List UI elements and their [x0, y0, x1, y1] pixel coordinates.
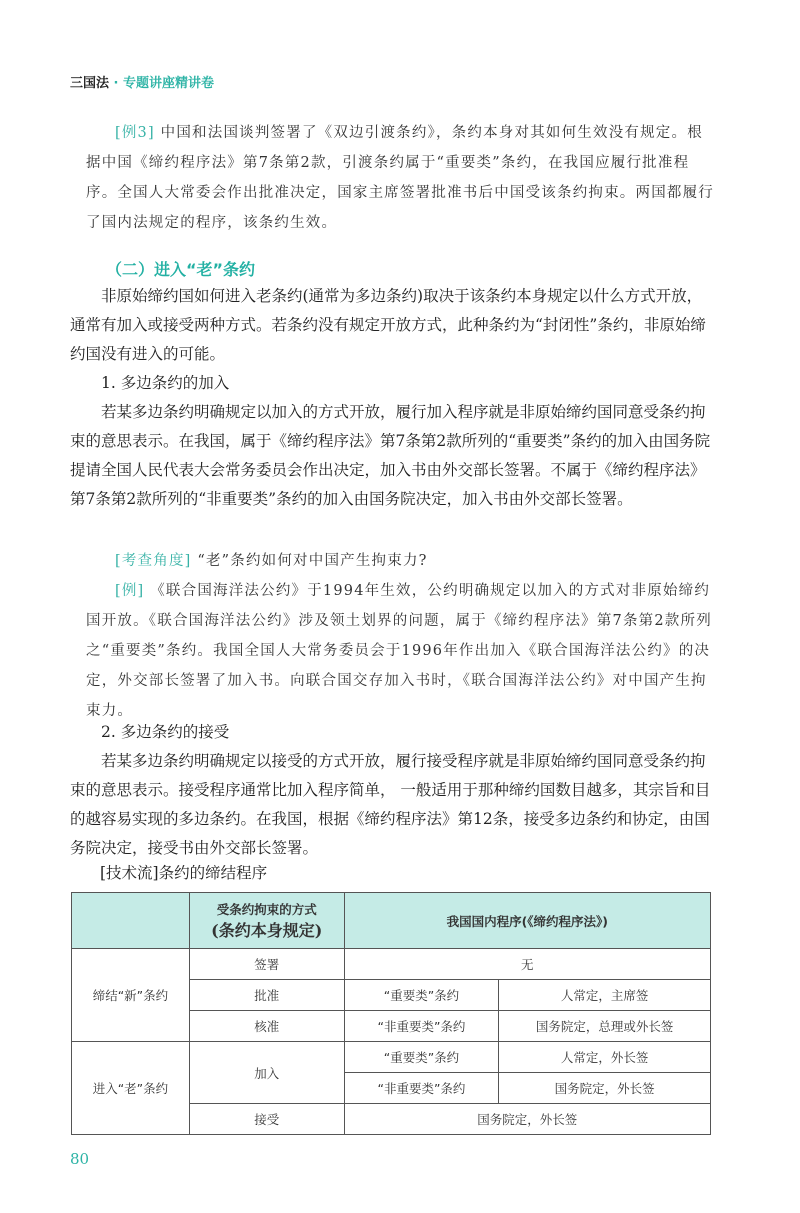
category-nonimportant: “非重要类”条约 [344, 1011, 499, 1042]
table-row [72, 949, 711, 980]
table-row [72, 1042, 711, 1073]
group-old-treaty: 进入“老”条约 [72, 1042, 190, 1135]
procedure-cell: 人常定，外长签 [499, 1042, 711, 1073]
method-sign: 签署 [189, 949, 344, 980]
subsection-2-text: 若某多边条约明确规定以接受的方式开放，履行接受程序就是非原始缔约国同意受条约拘束的意思表示。接受程序通常比加入程序简单， 一般适用于那种缔约国数目越多，其宗旨和目的越容易实现的多边条约。在我国，根据《缔约程序法》第12条，接受多边条约和协定，由国务院决定，接受书由外交部长签署。 [70, 752, 711, 857]
procedure-cell: 国务院定，外长签 [499, 1073, 711, 1104]
method-ratify: 批准 [189, 980, 344, 1011]
header-method-line1: 受条约拘束的方式 [216, 902, 317, 917]
category-important: “重要类”条约 [344, 980, 499, 1011]
section-heading: （二）进入“老”条约 [106, 260, 256, 279]
treaty-procedure-table [71, 892, 711, 1135]
table-header-row [72, 893, 711, 949]
method-accept: 接受 [189, 1104, 344, 1135]
exam-angle-box [86, 546, 714, 726]
exam-angle-text: “老”条约如何对中国产生拘束力? [197, 553, 428, 569]
example-3-text: 中国和法国谈判签署了《双边引渡条约》，条约本身对其如何生效没有规定。根据中国《缔约程序法》第7条第2款，引渡条约属于“重要类”条约，在我国应履行批准程序。全国人大常委会作出批准决定，国家主席签署批准书后中国受该条约拘束。两国都履行了国内法规定的程序，该条约生效。 [86, 125, 714, 231]
header-blank-cell [72, 893, 190, 949]
procedure-none: 无 [344, 949, 710, 980]
section-body-2 [70, 718, 716, 863]
section-intro: 非原始缔约国如何进入老条约(通常为多边条约)取决于该条约本身规定以什么方式开放，通常有加入或接受两种方式。若条约没有规定开放方式，此种条约为“封闭性”条约，非原始缔约国没有进入的可能。 [70, 287, 706, 363]
method-approve: 核准 [189, 1011, 344, 1042]
subsection-1-text: 若某多边条约明确规定以加入的方式开放，履行加入程序就是非原始缔约国同意受条约拘束的意思表示。在我国，属于《缔约程序法》第7条第2款所列的“重要类”条约的加入由国务院提请全国人民代表大会常务委员会作出决定，加入书由外交部长签署。不属于《缔约程序法》第7条第2款所列的“非重要类”条约的加入由国务院决定，加入书由外交部长签署。 [70, 403, 711, 508]
group-new-treaty: 缔结“新”条约 [72, 949, 190, 1042]
subsection-2-title: 2. 多边条约的接受 [101, 723, 230, 741]
procedure-cell: 国务院定，外长签 [344, 1104, 710, 1135]
header-method-cell [189, 893, 344, 949]
procedure-cell: 人常定，主席签 [499, 980, 711, 1011]
category-important: “重要类”条约 [344, 1042, 499, 1073]
header-method-line2: (条约本身规定) [211, 921, 323, 940]
header-dot: · [113, 76, 119, 91]
example-3-box [86, 118, 714, 238]
method-accede: 加入 [189, 1042, 344, 1104]
subsection-1-title: 1. 多边条约的加入 [101, 374, 230, 392]
running-header [70, 72, 214, 91]
page-number: 80 [70, 1150, 90, 1168]
category-nonimportant: “非重要类”条约 [344, 1073, 499, 1104]
series-title: 专题讲座精讲卷 [123, 76, 215, 91]
example-3-tag: [例3] [115, 125, 155, 141]
example-text: 《联合国海洋法公约》于1994年生效，公约明确规定以加入的方式对非原始缔约国开放。《联合国海洋法公约》涉及领土划界的问题，属于《缔约程序法》第7条第2款所列之“重要类”条约。我国全国人大常务委员会于1996年作出加入《联合国海洋法公约》的决定，外交部长签署了加入书。向联合国交存加入书时，《联合国海洋法公约》对中国产生拘束力。 [86, 583, 712, 719]
section-body-1 [70, 282, 716, 514]
exam-angle-tag: [考查角度] [115, 553, 192, 569]
procedure-cell: 国务院定，总理或外长签 [499, 1011, 711, 1042]
book-title: 三国法 [70, 76, 110, 91]
table-title: [技术流]条约的缔结程序 [100, 864, 268, 882]
header-domestic-cell: 我国国内程序(《缔约程序法》) [344, 893, 710, 949]
example-tag: [例] [115, 583, 145, 599]
